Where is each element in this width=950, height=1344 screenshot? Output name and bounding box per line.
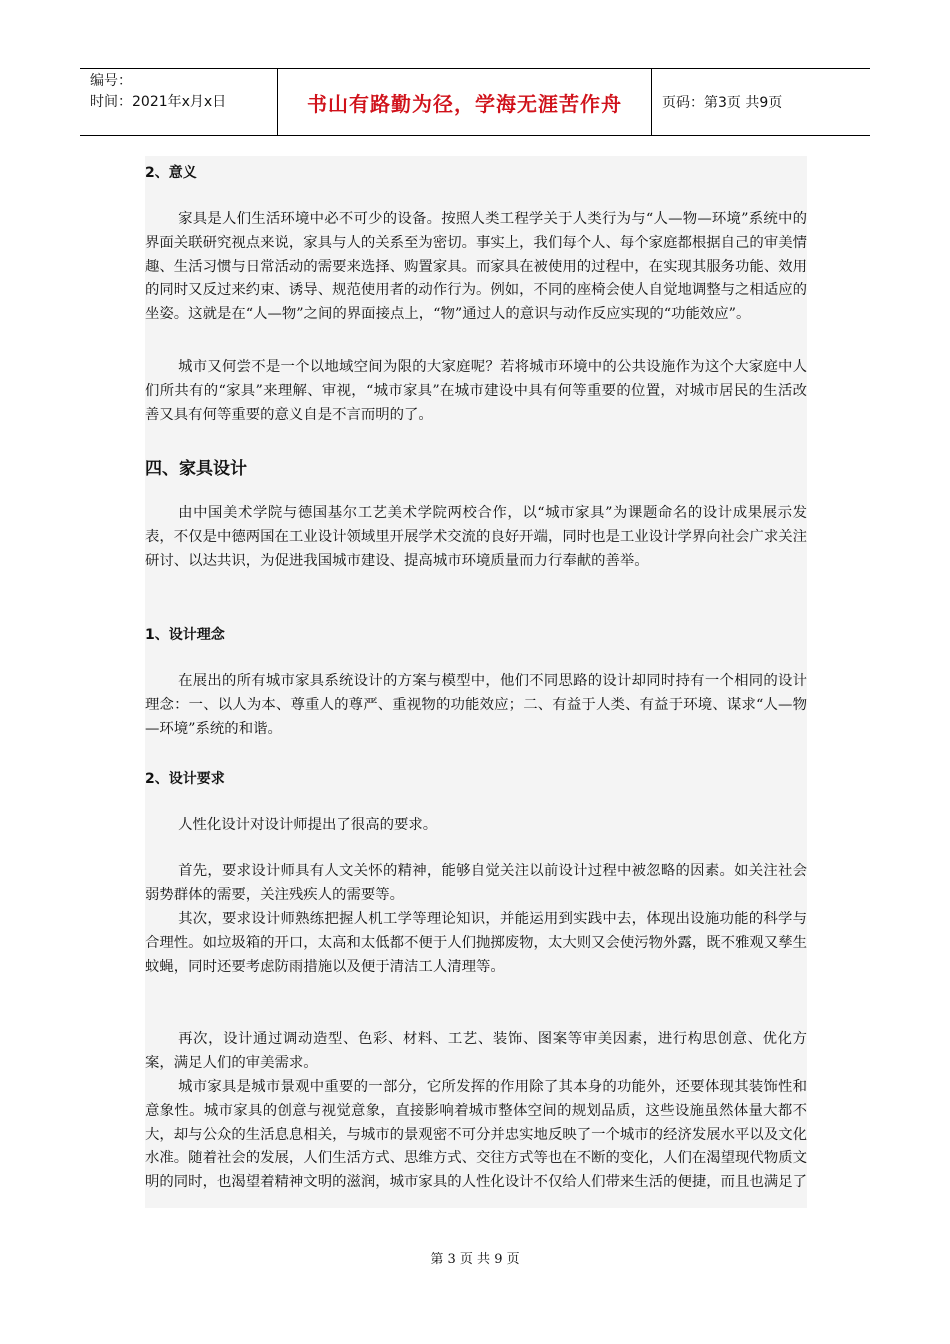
section-title-meaning: 2、意义 (145, 165, 197, 181)
date-label: 时间：2021年x月x日 (90, 94, 227, 110)
section-title-design-concept: 1、设计理念 (145, 627, 225, 643)
paragraph-requirements-4: 城市家具是城市景观中重要的一部分，它所发挥的作用除了其本身的功能外，还要体现其装饰性和意象性。城市家具的创意与视觉意象，直接影响着城市整体空间的规划品质，这些设施虽然体量大都不大，却与公众的生活息息相关，与城市的景观密不可分并忠实地反映了一个城市的经济发展水平以及文化水准。随着社会的发展，人们生活方式、思维方式、交往方式等也在不断的变化，人们在渴望现代物质文明的同时，也渴望着精神文明的滋润，城市家具的人性化设计不仅给人们带来生活的便捷，而且也满足了 (145, 1079, 807, 1191)
paragraph-meaning-2: 城市又何尝不是一个以地域空间为限的大家庭呢？若将城市环境中的公共设施作为这个大家庭中人们所共有的“家具”来理解、审视，“城市家具”在城市建设中具有何等重要的位置，对城市居民的生活改善又具有何等重要的意义自是不言而明的了。 (145, 359, 807, 423)
paragraph-design-1: 由中国美术学院与德国基尔工艺美术学院两校合作，以“城市家具”为课题命名的设计成果展示发表，不仅是中德两国在工业设计领域里开展学术交流的良好开端，同时也是工业设计学界向社会广求关注研讨、以达共识，为促进我国城市建设、提高城市环境质量而力行奉献的善举。 (145, 505, 807, 569)
page-header (80, 68, 870, 136)
header-meta (80, 69, 278, 135)
section-title-furniture-design: 四、家具设计 (145, 459, 247, 479)
paragraph-requirements-1: 首先，要求设计师具有人文关怀的精神，能够自觉关注以前设计过程中被忽略的因素。如关注社会弱势群体的需要，关注残疾人的需要等。 (145, 863, 807, 903)
header-motto: 书山有路勤为径，学海无涯苦作舟 (278, 69, 652, 135)
paragraph-requirements-2: 其次，要求设计师熟练把握人机工学等理论知识，并能运用到实践中去，体现出设施功能的科学与合理性。如垃圾箱的开口，太高和太低都不便于人们抛掷废物，太大则又会使污物外露，既不雅观又孳生蚊蝇，同时还要考虑防雨措施以及便于清洁工人清理等。 (145, 911, 807, 975)
paragraph-concept-1: 在展出的所有城市家具系统设计的方案与模型中，他们不同思路的设计却同时持有一个相同的设计理念：一、以人为本、尊重人的尊严、重视物的功能效应；二、有益于人类、有益于环境、谋求“人—物—环境”系统的和谐。 (145, 673, 807, 737)
paragraph-meaning-1: 家具是人们生活环境中必不可少的设备。按照人类工程学关于人类行为与“人—物—环境”系统中的界面关联研究视点来说，家具与人的关系至为密切。事实上，我们每个人、每个家庭都根据自己的审美情趣、生活习惯与日常活动的需要来选择、购置家具。而家具在被使用的过程中，在实现其服务功能、效用的同时又反过来约束、诱导、规范使用者的动作行为。例如，不同的座椅会使人自觉地调整与之相适应的坐姿。这就是在“人—物”之间的界面接点上，“物”通过人的意识与动作反应实现的“功能效应”。 (145, 211, 807, 323)
paragraph-requirements-intro: 人性化设计对设计师提出了很高的要求。 (178, 817, 438, 833)
serial-number-label: 编号： (90, 73, 132, 89)
section-title-design-requirements: 2、设计要求 (145, 771, 225, 787)
page-footer: 第 3 页 共 9 页 (430, 1252, 520, 1267)
paragraph-requirements-3: 再次，设计通过调动造型、色彩、材料、工艺、装饰、图案等审美因素，进行构思创意、优化方案，满足人们的审美需求。 (145, 1031, 807, 1071)
document-body (145, 156, 807, 1208)
header-page-code: 页码：第3页 共9页 (662, 95, 783, 111)
